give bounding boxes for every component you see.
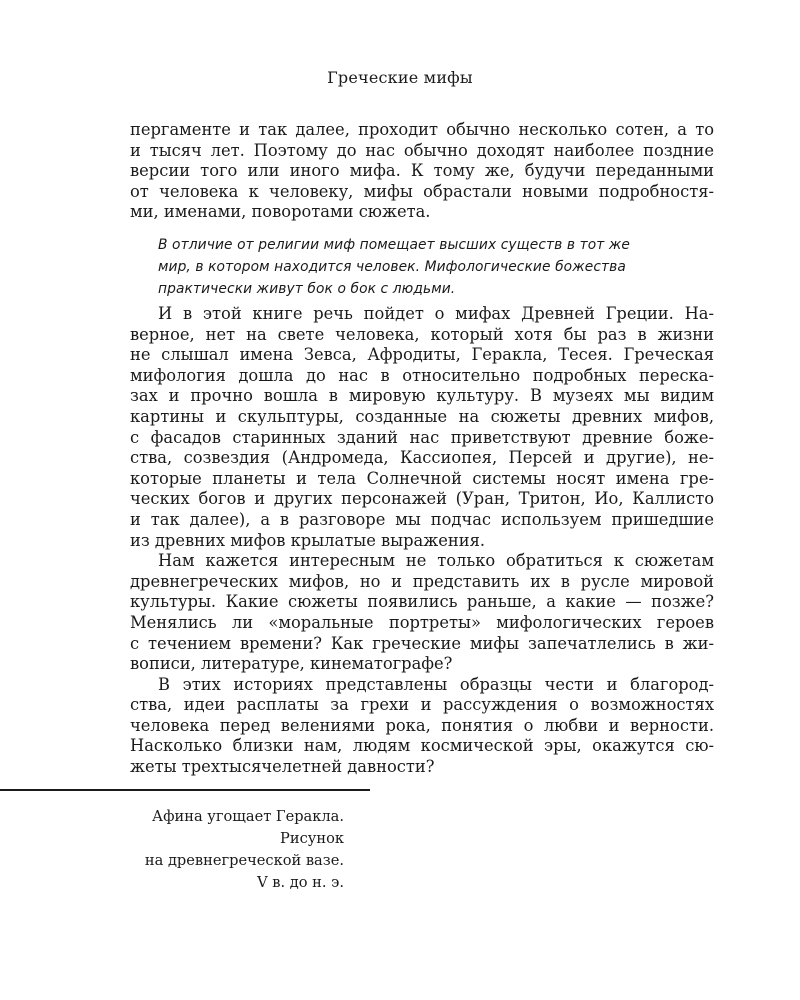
- text-line: человека перед велениями рока, понятия о любви и верности.: [130, 715, 714, 735]
- text-line: жеты трехтысячелетней давности?: [130, 757, 435, 777]
- caption-divider: [0, 789, 370, 791]
- text-line: ми, именами, поворотами сюжета.: [130, 202, 431, 222]
- aside-note: [158, 234, 686, 300]
- caption-line: на древнегреческой вазе.: [144, 852, 344, 869]
- main-text: [130, 304, 714, 778]
- text-line: мифология дошла до нас в относительно подробных переска-: [130, 365, 714, 385]
- text-line: Менялись ли «моральные портреты» мифологических героев: [130, 612, 714, 632]
- text-line: пергаменте и так далее, проходит обычно несколько сотен, а то: [130, 120, 714, 139]
- text-line: картины и скульптуры, созданные на сюжеты древних мифов,: [130, 406, 714, 426]
- text-line: древнегреческих мифов, но и представить их в русле мировой: [130, 571, 714, 591]
- text-line: версии того или иного мифа. К тому же, будучи переданными: [130, 161, 714, 181]
- text-line: зах и прочно вошла в мировую культуру. В музеях мы видим: [130, 386, 714, 406]
- caption-line: V в. до н. э.: [257, 874, 344, 891]
- figure-caption: [100, 806, 344, 894]
- text-line: и тысяч лет. Поэтому до нас обычно доходят наиболее поздние: [130, 140, 714, 160]
- text-line: из древних мифов крылатые выражения.: [130, 530, 486, 550]
- text-line: вописи, литературе, кинематографе?: [130, 654, 453, 674]
- text-line: и так далее), а в разговоре мы подчас используем пришедшие: [130, 509, 714, 529]
- running-title: Греческие мифы: [327, 68, 473, 87]
- text-line: ства, идеи расплаты за грехи и рассуждения о возможностях: [130, 695, 714, 715]
- text-line: Насколько близки нам, людям космической эры, окажутся сю-: [130, 736, 714, 756]
- aside-line: мир, в котором находится человек. Мифологические божества: [158, 259, 626, 275]
- text-line: ства, созвездия (Андромеда, Кассиопея, Персей и другие), не-: [130, 448, 714, 468]
- paragraph: [130, 551, 714, 675]
- caption-line: Рисунок: [280, 830, 344, 847]
- aside-line: В отличие от религии миф помещает высших существ в тот же: [158, 237, 631, 253]
- paragraph: [130, 675, 714, 778]
- text-line: с течением времени? Как греческие мифы запечатлелись в жи-: [130, 633, 714, 653]
- aside-line: практически живут бок о бок с людьми.: [158, 281, 456, 297]
- continued-paragraph: [130, 120, 714, 223]
- text-line: не слышал имена Зевса, Афродиты, Геракла, Тесея. Греческая: [130, 345, 714, 365]
- text-line: культуры. Какие сюжеты появились раньше, а какие — позже?: [130, 592, 714, 612]
- text-line: В этих историях представлены образцы чести и благород-: [158, 674, 714, 694]
- text-line: которые планеты и тела Солнечной системы носят имена гре-: [130, 468, 714, 488]
- text-line: верное, нет на свете человека, который хотя бы раз в жизни: [130, 324, 714, 344]
- text-line: от человека к человеку, мифы обрастали новыми подробностя-: [130, 181, 714, 201]
- text-line: И в этой книге речь пойдет о мифах Древней Греции. На-: [158, 304, 714, 323]
- text-line: Нам кажется интересным не только обратиться к сюжетам: [158, 551, 714, 571]
- paragraph: [130, 304, 714, 551]
- text-line: ческих богов и других персонажей (Уран, Тритон, Ио, Каллисто: [130, 489, 714, 509]
- caption-line: Афина угощает Геракла.: [152, 808, 344, 825]
- text-line: с фасадов старинных зданий нас приветствуют древние боже-: [130, 427, 714, 447]
